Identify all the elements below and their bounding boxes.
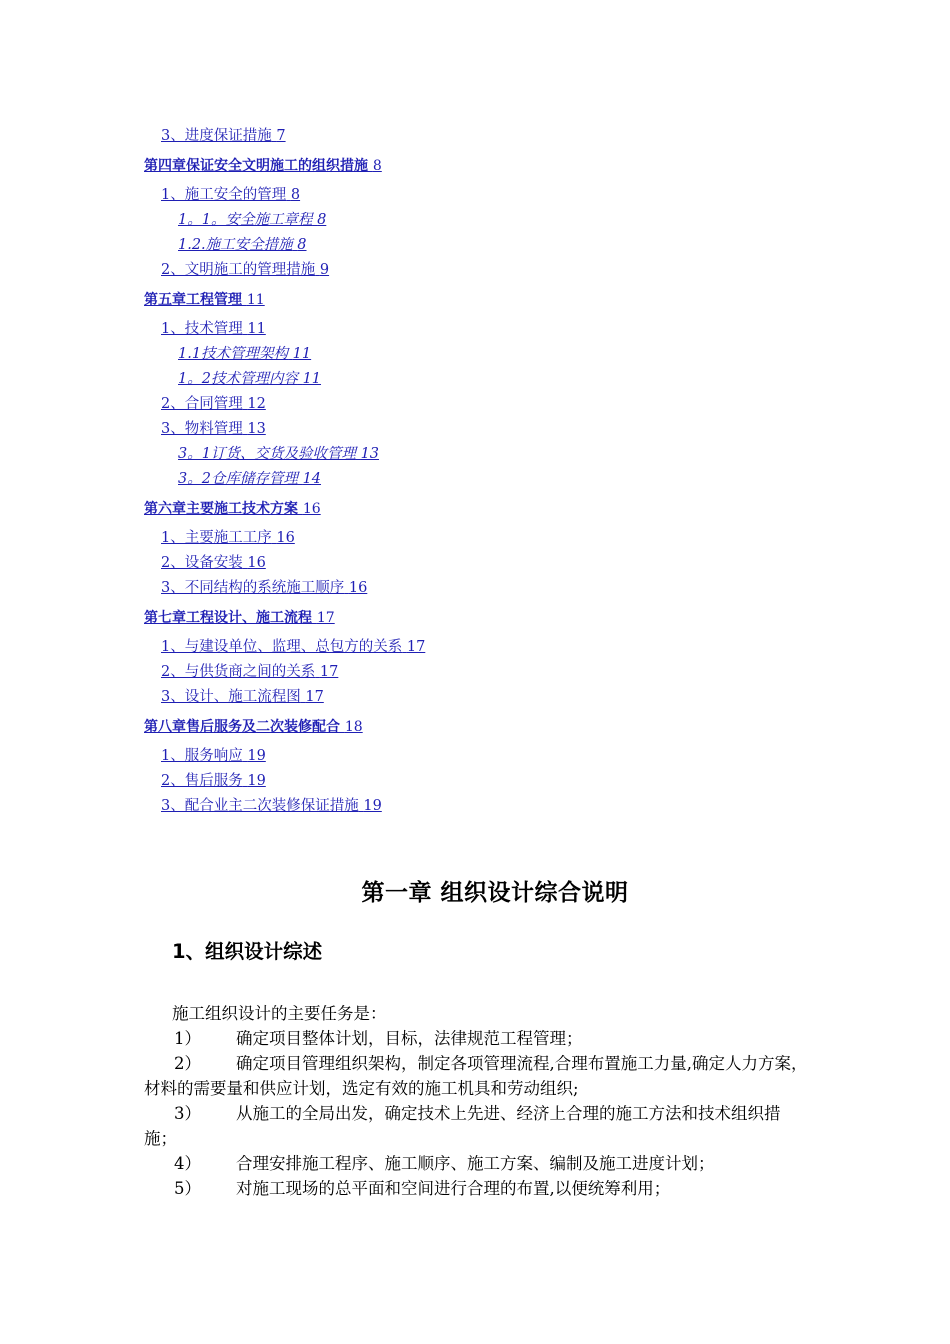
toc-section-link[interactable] bbox=[144, 635, 844, 660]
toc-entry-text: 3、设计、施工流程图 bbox=[161, 689, 301, 705]
toc-section-link[interactable] bbox=[144, 551, 844, 576]
toc-page-number: 19 bbox=[363, 798, 382, 814]
toc-entry-text: 1、技术管理 bbox=[161, 321, 243, 337]
toc-page-number: 11 bbox=[246, 292, 265, 308]
toc-page-number: 16 bbox=[302, 501, 321, 517]
list-item bbox=[144, 1101, 810, 1151]
toc-page-number: 7 bbox=[276, 128, 286, 144]
toc-chapter-link[interactable] bbox=[144, 154, 844, 178]
toc-page-number: 11 bbox=[247, 321, 266, 337]
toc-section-link[interactable] bbox=[144, 467, 844, 492]
toc-page-number: 18 bbox=[344, 719, 363, 735]
list-item-text: 对施工现场的总平面和空间进行合理的布置,以便统筹利用； bbox=[236, 1179, 671, 1198]
toc-entry-text: 3、不同结构的系统施工顺序 bbox=[161, 580, 345, 596]
toc-section-link[interactable] bbox=[144, 208, 844, 233]
toc-page-number: 19 bbox=[247, 773, 266, 789]
toc-entry-text: 2、合同管理 bbox=[161, 396, 243, 412]
toc-entry-text: 3、物料管理 bbox=[161, 421, 243, 437]
toc-page-number: 8 bbox=[297, 237, 307, 253]
toc-section-link[interactable] bbox=[144, 685, 844, 710]
toc-entry-text: 1.2.施工安全措施 bbox=[178, 237, 293, 253]
toc-page-number: 16 bbox=[276, 530, 295, 546]
toc-chapter-link[interactable] bbox=[144, 497, 844, 521]
toc-section-link[interactable] bbox=[144, 744, 844, 769]
toc-entry-text: 1。1。安全施工章程 bbox=[178, 212, 313, 228]
list-item-number: 4） bbox=[174, 1154, 201, 1173]
toc-entry-text: 第七章工程设计、施工流程 bbox=[144, 610, 312, 626]
toc-page-number: 11 bbox=[292, 346, 312, 362]
toc-entry-text: 第五章工程管理 bbox=[144, 292, 242, 308]
toc-entry-text: 1、与建设单位、监理、总包方的关系 bbox=[161, 639, 403, 655]
list-item bbox=[144, 1051, 810, 1101]
toc-page-number: 8 bbox=[290, 187, 301, 203]
toc-section-link[interactable] bbox=[144, 124, 844, 149]
toc-entry-text: 第六章主要施工技术方案 bbox=[144, 501, 298, 517]
toc-section-link[interactable] bbox=[144, 342, 844, 367]
toc-section-link[interactable] bbox=[144, 794, 844, 819]
list-item bbox=[144, 1026, 810, 1051]
toc-entry-text: 3。1订货、交货及验收管理 bbox=[178, 446, 356, 462]
list-item bbox=[144, 1151, 810, 1176]
toc-page-number: 12 bbox=[247, 396, 266, 412]
toc-page-number: 9 bbox=[319, 262, 330, 278]
toc-entry-text: 1。2技术管理内容 bbox=[178, 371, 298, 387]
list-item-text: 确定项目管理组织架构，制定各项管理流程,合理布置施工力量,确定人力方案，材料的需要量和供应计划，选定有效的施工机具和劳动组织; bbox=[144, 1054, 808, 1098]
toc-page-number: 16 bbox=[247, 555, 266, 571]
list-item-text: 合理安排施工程序、施工顺序、施工方案、编制及施工进度计划； bbox=[236, 1154, 715, 1173]
list-item-number: 2） bbox=[174, 1054, 201, 1073]
toc-chapter-link[interactable] bbox=[144, 288, 844, 312]
toc-page-number: 13 bbox=[360, 446, 380, 462]
list-item-number: 3） bbox=[174, 1104, 201, 1123]
toc-chapter-link[interactable] bbox=[144, 715, 844, 739]
toc-section-link[interactable] bbox=[144, 258, 844, 283]
toc-entry-text: 2、文明施工的管理措施 bbox=[161, 262, 316, 278]
toc-entry-text: 1.1技术管理架构 bbox=[178, 346, 289, 362]
toc-entry-text: 1、施工安全的管理 bbox=[161, 187, 287, 203]
toc-entry-text: 3、配合业主二次装修保证措施 bbox=[161, 798, 359, 814]
toc-page-number: 19 bbox=[247, 748, 266, 764]
toc-entry-text: 1、服务响应 bbox=[161, 748, 243, 764]
task-list bbox=[144, 1026, 810, 1201]
toc-page-number: 17 bbox=[319, 664, 339, 680]
list-item-text: 确定项目整体计划，目标，法律规范工程管理； bbox=[236, 1029, 583, 1048]
toc-section-link[interactable] bbox=[144, 660, 844, 685]
toc-page-number: 17 bbox=[406, 639, 426, 655]
toc-entry-text: 2、与供货商之间的关系 bbox=[161, 664, 316, 680]
toc-chapter-link[interactable] bbox=[144, 606, 844, 630]
list-item-number: 1） bbox=[174, 1029, 201, 1048]
toc-page-number: 8 bbox=[372, 158, 382, 174]
toc-entry-text: 3、进度保证措施 bbox=[161, 128, 272, 144]
toc-entry-text: 2、设备安装 bbox=[161, 555, 243, 571]
body-text bbox=[144, 1001, 810, 1201]
toc-page-number: 17 bbox=[305, 689, 324, 705]
intro-paragraph: 施工组织设计的主要任务是： bbox=[172, 1004, 387, 1023]
toc-section-link[interactable] bbox=[144, 769, 844, 794]
toc-page-number: 17 bbox=[316, 610, 335, 626]
toc-section-link[interactable] bbox=[144, 442, 844, 467]
toc-section-link[interactable] bbox=[144, 417, 844, 442]
toc-page-number: 8 bbox=[317, 212, 327, 228]
toc-section-link[interactable] bbox=[144, 392, 844, 417]
toc-section-link[interactable] bbox=[144, 233, 844, 258]
list-item-number: 5） bbox=[174, 1179, 201, 1198]
toc-section-link[interactable] bbox=[144, 367, 844, 392]
toc-section-link[interactable] bbox=[144, 317, 844, 342]
toc-page-number: 14 bbox=[302, 471, 322, 487]
toc-section-link[interactable] bbox=[144, 526, 844, 551]
toc-entry-text: 第八章售后服务及二次装修配合 bbox=[144, 719, 340, 735]
toc-section-link[interactable] bbox=[144, 183, 844, 208]
toc-entry-text: 第四章保证安全文明施工的组织措施 bbox=[144, 158, 368, 174]
toc-page-number: 16 bbox=[348, 580, 368, 596]
list-item-text: 从施工的全局出发，确定技术上先进、经济上合理的施工方法和技术组织措施； bbox=[144, 1104, 781, 1148]
chapter-title: 第一章 组织设计综合说明 bbox=[361, 880, 629, 906]
table-of-contents bbox=[144, 124, 844, 819]
toc-page-number: 11 bbox=[302, 371, 322, 387]
toc-page-number: 13 bbox=[247, 421, 266, 437]
list-item bbox=[144, 1176, 810, 1201]
toc-entry-text: 2、售后服务 bbox=[161, 773, 243, 789]
section-title: 1、组织设计综述 bbox=[172, 940, 323, 963]
toc-entry-text: 3。2仓库储存管理 bbox=[178, 471, 298, 487]
toc-section-link[interactable] bbox=[144, 576, 844, 601]
toc-entry-text: 1、主要施工工序 bbox=[161, 530, 272, 546]
